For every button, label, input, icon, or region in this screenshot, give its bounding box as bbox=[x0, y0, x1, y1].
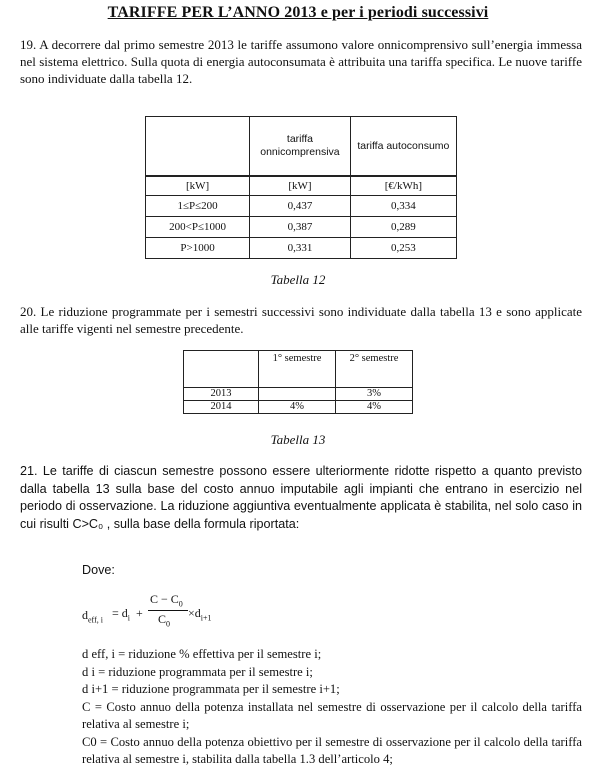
table-header-cell: tariffa onnicomprensiva bbox=[250, 117, 351, 177]
definition-item: C0 = Costo annuo della potenza obiettivo per il semestre di osservazione per il calcolo della tariffa relativa al semestre i, stabilita dalla tabella 1.3 dell’articolo 4; bbox=[82, 734, 582, 766]
formula-lhs bbox=[82, 608, 103, 624]
table-row bbox=[184, 401, 413, 414]
table-cell: 0,331 bbox=[250, 238, 351, 259]
table-cell: P>1000 bbox=[146, 238, 250, 259]
table-cell: 200<P≤1000 bbox=[146, 217, 250, 238]
definitions-list bbox=[82, 646, 582, 769]
formula-numerator bbox=[150, 592, 183, 608]
dove-label: Dove: bbox=[82, 563, 115, 577]
table-header-cell: tariffa autoconsumo bbox=[350, 117, 456, 177]
formula-lhs-sub: eff, i bbox=[88, 615, 103, 625]
table-cell: [€/kWh] bbox=[350, 176, 456, 196]
table-header-row bbox=[146, 117, 457, 177]
formula-times-sub: i+1 bbox=[200, 613, 212, 623]
table-13-caption: Tabella 13 bbox=[270, 432, 326, 447]
formula-eq-text: = d bbox=[112, 606, 128, 620]
page-title: TARIFFE PER L’ANNO 2013 e per i periodi successivi bbox=[107, 4, 489, 21]
formula-den-sub: 0 bbox=[166, 619, 171, 629]
table-row bbox=[146, 196, 457, 217]
table-cell: 4% bbox=[336, 401, 413, 414]
formula-eq bbox=[112, 606, 130, 622]
table-cell: 0,387 bbox=[250, 217, 351, 238]
table-cell: [kW] bbox=[146, 176, 250, 196]
table-12 bbox=[145, 116, 457, 259]
table-row bbox=[146, 217, 457, 238]
table-cell: 2013 bbox=[184, 388, 259, 401]
definition-item: d i = riduzione programmata per il semestre i; bbox=[82, 664, 313, 679]
paragraph-19: 19. A decorrere dal primo semestre 2013 le tariffe assumono valore onnicomprensivo sull’energia immessa nel sistema elettrico. Sulla quota di energia autoconsumata è attribuita una tariffa specifica. Le nuove tariffe sono individuate dalla tabella 12. bbox=[20, 37, 582, 86]
table-units-row bbox=[146, 176, 457, 196]
table-cell: 0,437 bbox=[250, 196, 351, 217]
fraction-bar bbox=[148, 610, 188, 611]
table-cell: 0,289 bbox=[350, 217, 456, 238]
paragraph-21: 21. Le tariffe di ciascun semestre possono essere ulteriormente ridotte rispetto a quanto previsto dalla tabella 13 sulla base del costo annuo imputabile agli impianti che entrano in esercizio nel periodo di osservazione. La riduzione aggiuntiva eventualmente applicata è stabilita, nel solo caso in cui risulti C>C₀ , sulla base della formula riportata: bbox=[20, 464, 582, 531]
table-cell: 0,253 bbox=[350, 238, 456, 259]
paragraph-20: 20. Le riduzione programmate per i semestri successivi sono individuate dalla tabella 13 e sono applicate alle tariffe vigenti nel semestre precedente. bbox=[20, 304, 582, 336]
table-cell: 1≤P≤200 bbox=[146, 196, 250, 217]
table-13 bbox=[183, 350, 413, 414]
formula-num-text: C − C bbox=[150, 592, 179, 606]
definition-item: C = Costo annuo della potenza installata nel semestre di osservazione per il calcolo della tariffa relativa al semestre i; bbox=[82, 699, 582, 731]
definition-item: d eff, i = riduzione % effettiva per il semestre i; bbox=[82, 647, 322, 661]
definition-item: d i+1 = riduzione programmata per il semestre i+1; bbox=[82, 682, 340, 696]
table-cell: 4% bbox=[259, 401, 336, 414]
table-cell: 3% bbox=[336, 388, 413, 401]
table-row bbox=[146, 238, 457, 259]
formula-times bbox=[188, 606, 212, 622]
table-header-cell bbox=[146, 117, 250, 177]
formula-lhs-text: d bbox=[82, 608, 88, 622]
table-cell: 2014 bbox=[184, 401, 259, 414]
table-12-caption: Tabella 12 bbox=[270, 272, 326, 287]
table-cell: 0,334 bbox=[350, 196, 456, 217]
formula-den-text: C bbox=[158, 612, 167, 626]
formula-d-sub: i bbox=[127, 613, 131, 623]
table-cell: [kW] bbox=[250, 176, 351, 196]
formula-times-text: ×d bbox=[188, 606, 201, 620]
formula-denominator bbox=[158, 612, 170, 628]
formula-num-sub: 0 bbox=[178, 599, 183, 609]
table-header-cell: 1° semestre bbox=[259, 351, 336, 388]
table-header-cell: 2° semestre bbox=[336, 351, 413, 388]
table-row bbox=[184, 388, 413, 401]
formula-plus: + bbox=[136, 606, 143, 620]
table-cell bbox=[259, 388, 336, 401]
reduction-formula bbox=[82, 592, 222, 642]
table-header-row bbox=[184, 351, 413, 388]
table-header-cell bbox=[184, 351, 259, 388]
